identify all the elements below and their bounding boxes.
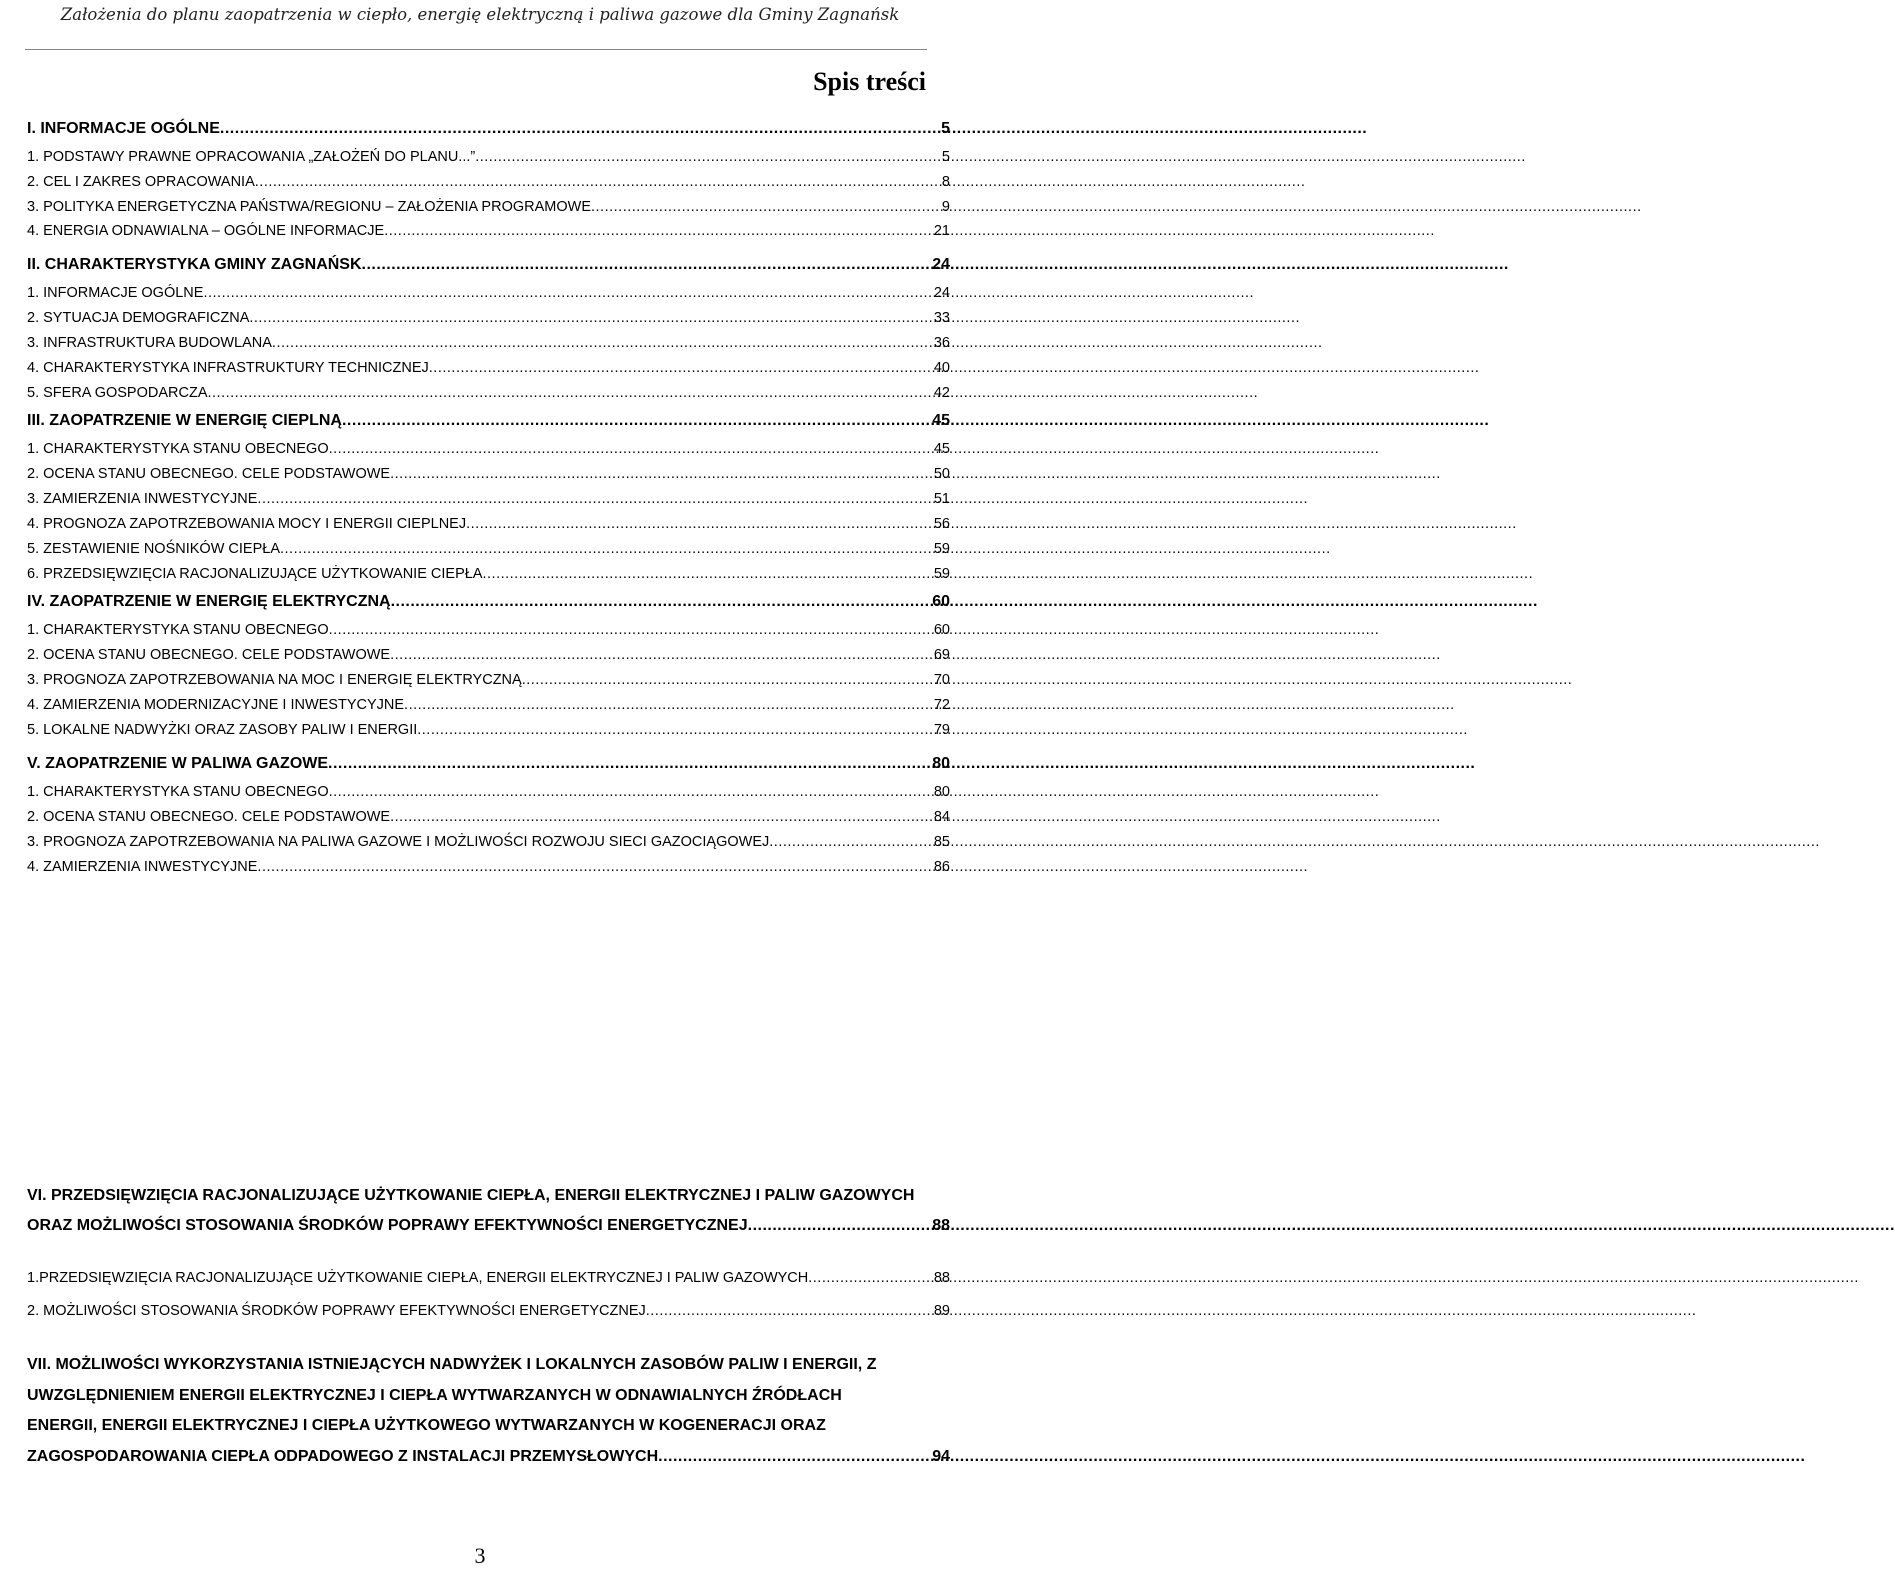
toc-entry-page: 94 <box>932 1448 950 1465</box>
toc-entry-page: 80 <box>933 784 950 800</box>
toc-entry-page: 85 <box>933 834 950 850</box>
toc-leader-dots <box>466 512 932 536</box>
toc-leader-dots <box>808 1266 932 1290</box>
toc-entry-label: 4. ZAMIERZENIA INWESTYCYJNE <box>27 859 258 875</box>
toc-entry-label: ZAGOSPODAROWANIA CIEPŁA ODPADOWEGO Z INSTALACJI PRZEMYSŁOWYCH <box>27 1448 659 1465</box>
toc-entry-vii-line3[interactable]: ENERGII, ENERGII ELEKTRYCZNEJ I CIEPŁA UŻYTKOWEGO WYTWARZANYCH W KOGENERACJI ORAZ <box>27 1417 826 1434</box>
toc-leader-dots <box>522 668 932 692</box>
toc-leader-dots <box>475 145 940 169</box>
toc-entry-label: 2. CEL I ZAKRES OPRACOWANIA <box>27 174 255 190</box>
toc-leader-dots <box>384 219 932 243</box>
toc-leader-dots <box>362 253 931 277</box>
toc-entry[interactable] <box>27 590 950 614</box>
toc-leader-dots <box>482 562 931 586</box>
toc-entry-label: 1. PODSTAWY PRAWNE OPRACOWANIA „ZAŁOŻEŃ DO PLANU...” <box>27 149 476 165</box>
toc-entry-label: 3. ZAMIERZENIA INWESTYCYJNE <box>27 491 258 507</box>
toc-entry[interactable] <box>27 281 950 305</box>
toc-entry-page: 60 <box>932 593 950 610</box>
toc-entry-label: 2. OCENA STANU OBECNEGO. CELE PODSTAWOWE <box>27 647 391 663</box>
toc-entry[interactable] <box>27 512 950 536</box>
toc-entry-label: IV. ZAOPATRZENIE W ENERGIĘ ELEKTRYCZNĄ <box>27 593 391 610</box>
toc-entry[interactable] <box>27 462 950 486</box>
toc-entry-label: 1. CHARAKTERYSTYKA STANU OBECNEGO <box>27 441 329 457</box>
toc-entry-label: 1. CHARAKTERYSTYKA STANU OBECNEGO <box>27 622 329 638</box>
toc-entry[interactable] <box>27 537 950 561</box>
toc-entry-page: 24 <box>933 285 950 301</box>
toc-entry-page: 5 <box>941 149 950 165</box>
toc-leader-dots <box>329 437 932 461</box>
toc-entry[interactable] <box>27 668 950 692</box>
toc-leader-dots <box>257 855 931 879</box>
toc-entry-vii-line1[interactable]: VII. MOŻLIWOŚCI WYKORZYSTANIA ISTNIEJĄCYCH NADWYŻEK I LOKALNYCH ZASOBÓW PALIW I ENERGII, Z <box>27 1356 877 1373</box>
toc-entry-label: 3. PROGNOZA ZAPOTRZEBOWANIA NA MOC I ENERGIĘ ELEKTRYCZNĄ <box>27 672 522 688</box>
toc-entry[interactable] <box>27 381 950 405</box>
running-header: Założenia do planu zaopatrzenia w ciepło, energię elektryczną i paliwa gazowe dla Gminy Zagnańsk <box>60 5 900 24</box>
toc-title: Spis treści <box>813 67 926 96</box>
toc-entry-vi-2[interactable] <box>27 1299 950 1323</box>
toc-entry[interactable] <box>27 170 950 194</box>
toc-entry-page: 89 <box>933 1303 950 1319</box>
toc-entry-page: 56 <box>933 516 950 532</box>
toc-entry-label: 2. OCENA STANU OBECNEGO. CELE PODSTAWOWE <box>27 466 391 482</box>
toc-leader-dots <box>390 643 932 667</box>
toc-leader-dots <box>391 590 931 614</box>
toc-entry-page: 84 <box>933 809 950 825</box>
toc-entry[interactable] <box>27 331 950 355</box>
toc-entry[interactable] <box>27 145 950 169</box>
toc-leader-dots <box>329 780 932 804</box>
toc-entry-page: 70 <box>933 672 950 688</box>
toc-entry[interactable] <box>27 195 950 219</box>
toc-entry-label: I. INFORMACJE OGÓLNE <box>27 120 220 137</box>
toc-entry-page: 59 <box>933 541 950 557</box>
toc-entry-vi-1[interactable] <box>27 1266 950 1290</box>
toc-leader-dots <box>342 409 930 433</box>
toc-leader-dots <box>658 1445 930 1469</box>
toc-entry-page: 69 <box>933 647 950 663</box>
toc-entry[interactable] <box>27 409 950 433</box>
toc-leader-dots <box>748 1214 931 1238</box>
toc-leader-dots <box>329 618 932 642</box>
toc-entry[interactable] <box>27 437 950 461</box>
toc-leader-dots <box>417 718 932 742</box>
toc-entry-label: 2. MOŻLIWOŚCI STOSOWANIA ŚRODKÓW POPRAWY EFEKTYWNOŚCI ENERGETYCZNEJ <box>27 1303 646 1319</box>
toc-entry-page: 60 <box>933 622 950 638</box>
toc-entry-label: 4. PROGNOZA ZAPOTRZEBOWANIA MOCY I ENERGII CIEPLNEJ <box>27 516 467 532</box>
toc-entry-page: 51 <box>933 491 950 507</box>
toc-entry-vi[interactable] <box>27 1214 950 1238</box>
toc-entry-label: 3. PROGNOZA ZAPOTRZEBOWANIA NA PALIWA GAZOWE I MOŻLIWOŚCI ROZWOJU SIECI GAZOCIĄGOWEJ <box>27 834 770 850</box>
toc-leader-dots <box>272 331 932 355</box>
toc-entry-page: 72 <box>933 697 950 713</box>
toc-entry-page: 45 <box>932 412 950 429</box>
toc-entry-label: ORAZ MOŻLIWOŚCI STOSOWANIA ŚRODKÓW POPRAWY EFEKTYWNOŚCI ENERGETYCZNEJ <box>27 1217 748 1234</box>
toc-leader-dots <box>280 537 932 561</box>
toc-entry-page: 9 <box>941 199 950 215</box>
toc-leader-dots <box>257 487 931 511</box>
toc-entry[interactable] <box>27 618 950 642</box>
toc-entry-label: 1. CHARAKTERYSTYKA STANU OBECNEGO <box>27 784 329 800</box>
toc-entry-page: 40 <box>933 360 950 376</box>
toc-entry[interactable] <box>27 805 950 829</box>
toc-leader-dots <box>390 462 932 486</box>
toc-entry-page: 50 <box>933 466 950 482</box>
toc-leader-dots <box>646 1299 932 1323</box>
toc-entry-label: 2. SYTUACJA DEMOGRAFICZNA <box>27 310 250 326</box>
toc-entry-page: 36 <box>933 335 950 351</box>
toc-leader-dots <box>390 805 932 829</box>
toc-entry-label: 5. ZESTAWIENIE NOŚNIKÓW CIEPŁA <box>27 541 280 557</box>
toc-entry[interactable] <box>27 253 950 277</box>
toc-entry-label: V. ZAOPATRZENIE W PALIWA GAZOWE <box>27 755 329 772</box>
toc-leader-dots <box>203 281 931 305</box>
page-number: 3 <box>474 1543 486 1568</box>
toc-entry-label: 5. LOKALNE NADWYŻKI ORAZ ZASOBY PALIW I ENERGII <box>27 722 418 738</box>
toc-entry-page: 88 <box>933 1270 950 1286</box>
toc-entry-page: 45 <box>933 441 950 457</box>
toc-entry[interactable] <box>27 643 950 667</box>
toc-entry-label: 6. PRZEDSIĘWZIĘCIA RACJONALIZUJĄCE UŻYTKOWANIE CIEPŁA <box>27 566 483 582</box>
toc-entry-page: 79 <box>933 722 950 738</box>
toc-entry-vii-line2[interactable]: UWZGLĘDNIENIEM ENERGII ELEKTRYCZNEJ I CIEPŁA WYTWARZANYCH W ODNAWIALNYCH ŹRÓDŁACH <box>27 1387 842 1404</box>
toc-entry-label: 1.PRZEDSIĘWZIĘCIA RACJONALIZUJĄCE UŻYTKOWANIE CIEPŁA, ENERGII ELEKTRYCZNEJ I PALIW GAZOWYCH <box>27 1270 809 1286</box>
toc-leader-dots <box>328 752 930 776</box>
toc-entry-page: 33 <box>933 310 950 326</box>
toc-entry-page: 24 <box>932 256 950 273</box>
toc-entry-page: 21 <box>933 223 950 239</box>
toc-entry[interactable] <box>27 306 950 330</box>
toc-entry-label: II. CHARAKTERYSTYKA GMINY ZAGNAŃSK <box>27 256 362 273</box>
toc-leader-dots <box>591 195 940 219</box>
toc-entry[interactable] <box>27 219 950 243</box>
toc-entry[interactable] <box>27 752 950 776</box>
toc-leader-dots <box>220 117 939 141</box>
toc-entry-label: 4. ENERGIA ODNAWIALNA – OGÓLNE INFORMACJE <box>27 223 385 239</box>
toc-entry-label: 3. POLITYKA ENERGETYCZNA PAŃSTWA/REGIONU – ZAŁOŻENIA PROGRAMOWE <box>27 199 591 215</box>
toc-entry-page: 42 <box>933 385 950 401</box>
toc-entry[interactable] <box>27 718 950 742</box>
toc-entry-page: 80 <box>932 755 950 772</box>
toc-leader-dots <box>255 170 940 194</box>
toc-entry[interactable] <box>27 830 950 854</box>
toc-entry-label: 1. INFORMACJE OGÓLNE <box>27 285 204 301</box>
toc-entry-vii[interactable] <box>27 1445 950 1469</box>
toc-entry-label: 4. CHARAKTERYSTYKA INFRASTRUKTURY TECHNICZNEJ <box>27 360 429 376</box>
toc-entry[interactable] <box>27 855 950 879</box>
toc-entry-page: 8 <box>941 174 950 190</box>
toc-entry-label: 5. SFERA GOSPODARCZA <box>27 385 208 401</box>
toc-entry-label: 3. INFRASTRUKTURA BUDOWLANA <box>27 335 272 351</box>
toc-entry-page: 86 <box>933 859 950 875</box>
toc-entry[interactable] <box>27 693 950 717</box>
toc-leader-dots <box>429 356 932 380</box>
toc-entry[interactable] <box>27 117 950 141</box>
toc-entry-label: III. ZAOPATRZENIE W ENERGIĘ CIEPLNĄ <box>27 412 342 429</box>
toc-entry[interactable] <box>27 780 950 804</box>
toc-entry-page: 5 <box>941 120 950 137</box>
toc-leader-dots <box>404 693 932 717</box>
toc-entry-page: 59 <box>933 566 950 582</box>
toc-entry-label: 2. OCENA STANU OBECNEGO. CELE PODSTAWOWE <box>27 809 391 825</box>
toc-leader-dots <box>208 381 932 405</box>
toc-entry-page: 88 <box>932 1217 950 1234</box>
toc-leader-dots <box>769 830 932 854</box>
toc-entry-label: 4. ZAMIERZENIA MODERNIZACYJNE I INWESTYCYJNE <box>27 697 405 713</box>
toc-entry-vi-line1[interactable]: VI. PRZEDSIĘWZIĘCIA RACJONALIZUJĄCE UŻYTKOWANIE CIEPŁA, ENERGII ELEKTRYCZNEJ I PALIW GAZOWYCH <box>27 1187 915 1204</box>
toc-leader-dots <box>249 306 931 330</box>
toc-entry[interactable] <box>27 487 950 511</box>
toc-entry[interactable] <box>27 562 950 586</box>
toc-entry[interactable] <box>27 356 950 380</box>
